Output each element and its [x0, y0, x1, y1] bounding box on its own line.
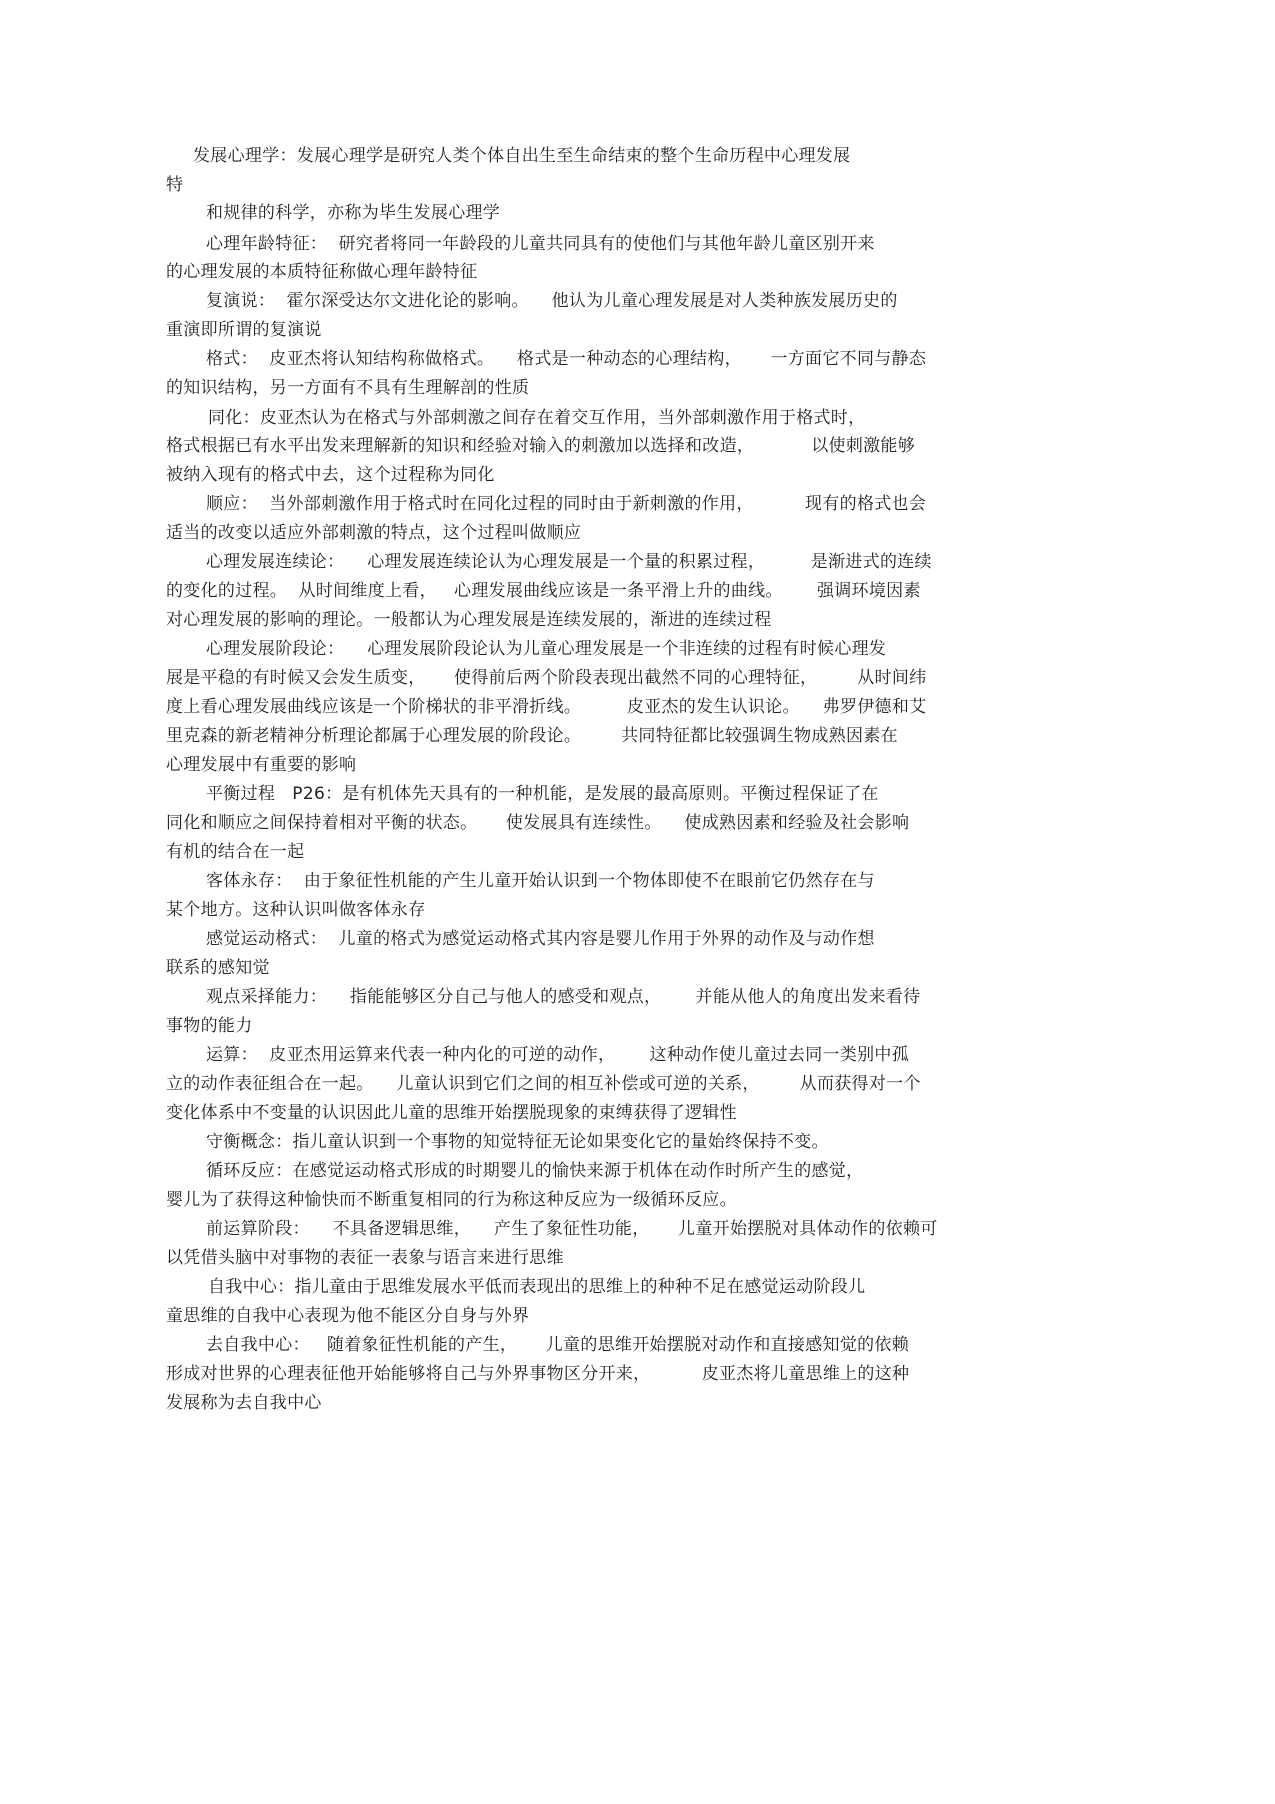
- text-line: 顺应： 当外部刺激作用于格式时在同化过程的同时由于新刺激的作用， 现有的格式也会: [206, 494, 927, 514]
- text-line: 被纳入现有的格式中去，这个过程称为同化: [166, 465, 495, 485]
- text-line: 循环反应：在感觉运动格式形成的时期婴儿的愉快来源于机体在动作时所产生的感觉，: [206, 1161, 864, 1181]
- text-line: 度上看心理发展曲线应该是一个阶梯状的非平滑折线。 皮亚杰的发生认识论。 弗罗伊德和艾: [166, 697, 927, 717]
- text-line: 运算： 皮亚杰用运算来代表一种内化的可逆的动作， 这种动作使儿童过去同一类别中孤: [206, 1045, 910, 1065]
- text-line: 童思维的自我中心表现为他不能区分自身与外界: [166, 1306, 530, 1326]
- text-line: 发展称为去自我中心: [166, 1393, 322, 1413]
- text-line: 特: [166, 175, 184, 195]
- text-line: 重演即所谓的复演说: [166, 320, 322, 340]
- text-line: 的变化的过程。 从时间维度上看， 心理发展曲线应该是一条平滑上升的曲线。 强调环境因素: [166, 581, 921, 601]
- text-line: 里克森的新老精神分析理论都属于心理发展的阶段论。 共同特征都比较强调生物成熟因素在: [166, 726, 898, 746]
- text-line: 心理年龄特征： 研究者将同一年龄段的儿童共同具有的使他们与其他年龄儿童区别开来: [206, 234, 875, 254]
- text-line: 形成对世界的心理表征他开始能够将自己与外界事物区分开来， 皮亚杰将儿童思维上的这种: [166, 1364, 910, 1384]
- text-line: 的知识结构，另一方面有不具有生理解剖的性质: [166, 378, 530, 398]
- text-line: 有机的结合在一起: [166, 842, 305, 862]
- text-line: 心理发展阶段论： 心理发展阶段论认为儿童心理发展是一个非连续的过程有时候心理发: [206, 639, 887, 659]
- text-line: 同化：皮亚杰认为在格式与外部刺激之间存在着交互作用，当外部刺激作用于格式时，: [208, 408, 866, 428]
- text-line: 观点采择能力： 指能能够区分自己与他人的感受和观点， 并能从他人的角度出发来看待: [206, 987, 921, 1007]
- text-line: 复演说： 霍尔深受达尔文进化论的影响。 他认为儿童心理发展是对人类种族发展历史的: [206, 291, 898, 311]
- text-line: 心理发展中有重要的影响: [166, 755, 357, 775]
- text-line: 感觉运动格式： 儿童的格式为感觉运动格式其内容是婴儿作用于外界的动作及与动作想: [206, 929, 875, 949]
- text-line: 前运算阶段： 不具备逻辑思维， 产生了象征性功能， 儿童开始摆脱对具体动作的依赖可: [206, 1219, 938, 1239]
- text-line: 格式根据已有水平出发来理解新的知识和经验对输入的刺激加以选择和改造， 以使刺激能够: [166, 436, 916, 456]
- text-line: 同化和顺应之间保持着相对平衡的状态。 使发展具有连续性。 使成熟因素和经验及社会影响: [166, 813, 910, 833]
- text-line: 格式： 皮亚杰将认知结构称做格式。 格式是一种动态的心理结构， 一方面它不同与静态: [206, 349, 927, 369]
- text-line: 婴儿为了获得这种愉快而不断重复相同的行为称这种反应为一级循环反应。: [166, 1190, 737, 1210]
- text-line: 自我中心：指儿童由于思维发展水平低而表现出的思维上的种种不足在感觉运动阶段儿: [208, 1277, 866, 1297]
- text-line: 以凭借头脑中对事物的表征一表象与语言来进行思维: [166, 1248, 564, 1268]
- text-line: 适当的改变以适应外部刺激的特点，这个过程叫做顺应: [166, 523, 582, 543]
- text-line: 联系的感知觉: [166, 958, 270, 978]
- text-line: 和规律的科学，亦称为毕生发展心理学: [206, 203, 501, 223]
- text-line: 去自我中心： 随着象征性机能的产生， 儿童的思维开始摆脱对动作和直接感知觉的依赖: [206, 1335, 910, 1355]
- text-line: 对心理发展的影响的理论。一般都认为心理发展是连续发展的，渐进的连续过程: [166, 610, 772, 630]
- text-line: 平衡过程 P26：是有机体先天具有的一种机能，是发展的最高原则。平衡过程保证了在: [206, 784, 879, 804]
- text-line: 变化体系中不变量的认识因此儿童的思维开始摆脱现象的束缚获得了逻辑性: [166, 1103, 737, 1123]
- text-line: 展是平稳的有时候又会发生质变， 使得前后两个阶段表现出截然不同的心理特征， 从时间纬: [166, 668, 927, 688]
- text-line: 守衡概念：指儿童认识到一个事物的知觉特征无论如果变化它的量始终保持不变。: [206, 1132, 829, 1152]
- text-line: 的心理发展的本质特征称做心理年龄特征: [166, 262, 478, 282]
- text-line: 客体永存： 由于象征性机能的产生儿童开始认识到一个物体即使不在眼前它仍然存在与: [206, 871, 875, 891]
- text-line: 某个地方。这种认识叫做客体永存: [166, 900, 426, 920]
- text-line: 立的动作表征组合在一起。 儿童认识到它们之间的相互补偿或可逆的关系， 从而获得对一个: [166, 1074, 921, 1094]
- text-line: 事物的能力: [166, 1016, 253, 1036]
- text-line: 发展心理学：发展心理学是研究人类个体自出生至生命结束的整个生命历程中心理发展: [193, 146, 851, 166]
- text-line: 心理发展连续论： 心理发展连续论认为心理发展是一个量的积累过程， 是渐进式的连续: [206, 552, 932, 572]
